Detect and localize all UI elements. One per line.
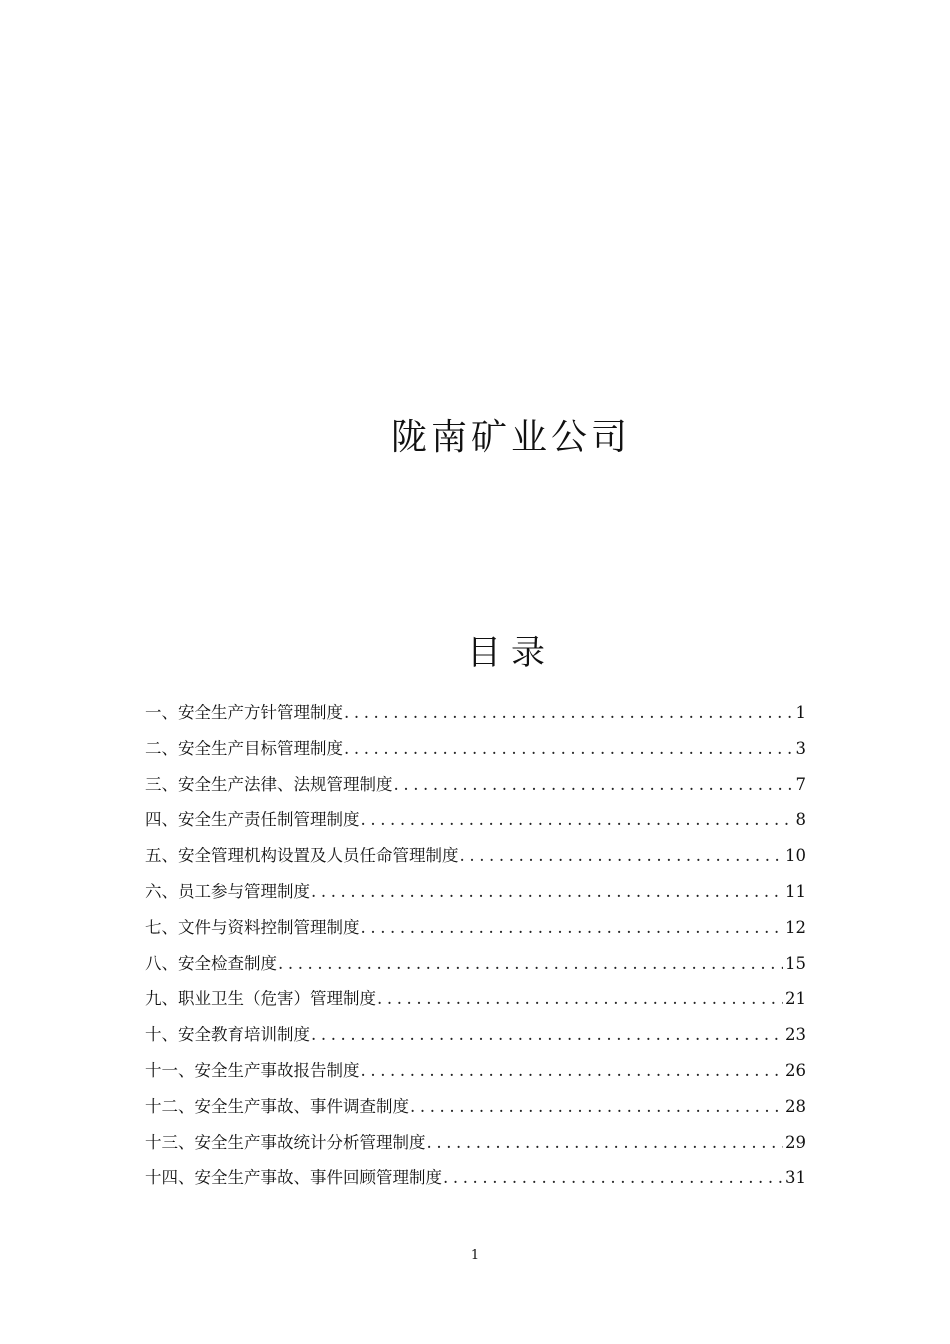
toc-dot-leader [377,981,783,1017]
toc-dot-leader [344,695,794,731]
toc-entry-page: 23 [785,1025,806,1045]
toc-entry[interactable] [145,981,806,1017]
toc-entry[interactable] [145,767,806,803]
toc-entry-title: 十一、安全生产事故报告制度 [145,1060,360,1080]
toc-entry-title: 二、安全生产目标管理制度 [145,738,343,758]
toc-entry-title: 十、安全教育培训制度 [145,1025,310,1045]
toc-entry-page: 1 [795,703,806,722]
toc-entry-page: 12 [785,917,806,937]
toc-dot-leader [278,946,783,982]
toc-dot-leader [460,838,784,874]
toc-dot-leader [344,731,794,767]
toc-entry-title: 七、文件与资料控制管理制度 [145,917,360,937]
page-number: 1 [470,1248,480,1263]
company-title: 陇南矿业公司 [390,417,631,458]
toc-entry-title: 四、安全生产责任制管理制度 [145,810,360,830]
toc-entry-title: 八、安全检查制度 [145,953,277,973]
toc-entry-page: 11 [785,881,806,901]
toc-entry[interactable] [145,1125,806,1161]
toc-entry-title: 一、安全生产方针管理制度 [145,703,343,722]
toc-entry[interactable] [145,802,806,838]
toc-entry[interactable] [145,874,806,910]
toc-entry[interactable] [145,1089,806,1125]
toc-entry[interactable] [145,910,806,946]
toc-dot-leader [311,874,783,910]
toc-entry[interactable] [145,731,806,767]
toc-heading: 目录 [467,633,555,673]
toc-entry-title: 九、职业卫生（危害）管理制度 [145,989,376,1009]
toc-entry-page: 29 [785,1132,806,1152]
toc-entry[interactable] [145,946,806,982]
toc-entry-page: 21 [785,989,806,1009]
toc-entry-page: 26 [785,1060,806,1080]
toc-entry-title: 六、员工参与管理制度 [145,881,310,901]
toc-entry-title: 十二、安全生产事故、事件调查制度 [145,1096,409,1116]
toc-entry-page: 7 [795,774,806,794]
toc-dot-leader [394,767,794,803]
toc-dot-leader [361,910,784,946]
toc-entry[interactable] [145,695,806,731]
table-of-contents [145,695,806,1196]
toc-entry-page: 8 [795,810,806,830]
toc-dot-leader [410,1089,783,1125]
toc-entry-page: 28 [785,1096,806,1116]
toc-entry-page: 15 [785,953,806,973]
toc-dot-leader [443,1160,783,1196]
toc-entry-page: 3 [795,738,806,758]
toc-entry-title: 五、安全管理机构设置及人员任命管理制度 [145,846,459,866]
toc-dot-leader [361,802,794,838]
toc-entry-page: 31 [785,1168,806,1188]
toc-dot-leader [427,1125,784,1161]
toc-entry-title: 十四、安全生产事故、事件回顾管理制度 [145,1168,442,1188]
toc-dot-leader [361,1053,784,1089]
toc-entry[interactable] [145,838,806,874]
toc-entry[interactable] [145,1053,806,1089]
toc-entry-title: 三、安全生产法律、法规管理制度 [145,774,393,794]
toc-dot-leader [311,1017,783,1053]
toc-entry-page: 10 [785,846,806,866]
toc-entry-title: 十三、安全生产事故统计分析管理制度 [145,1132,426,1152]
toc-entry[interactable] [145,1017,806,1053]
toc-entry[interactable] [145,1160,806,1196]
